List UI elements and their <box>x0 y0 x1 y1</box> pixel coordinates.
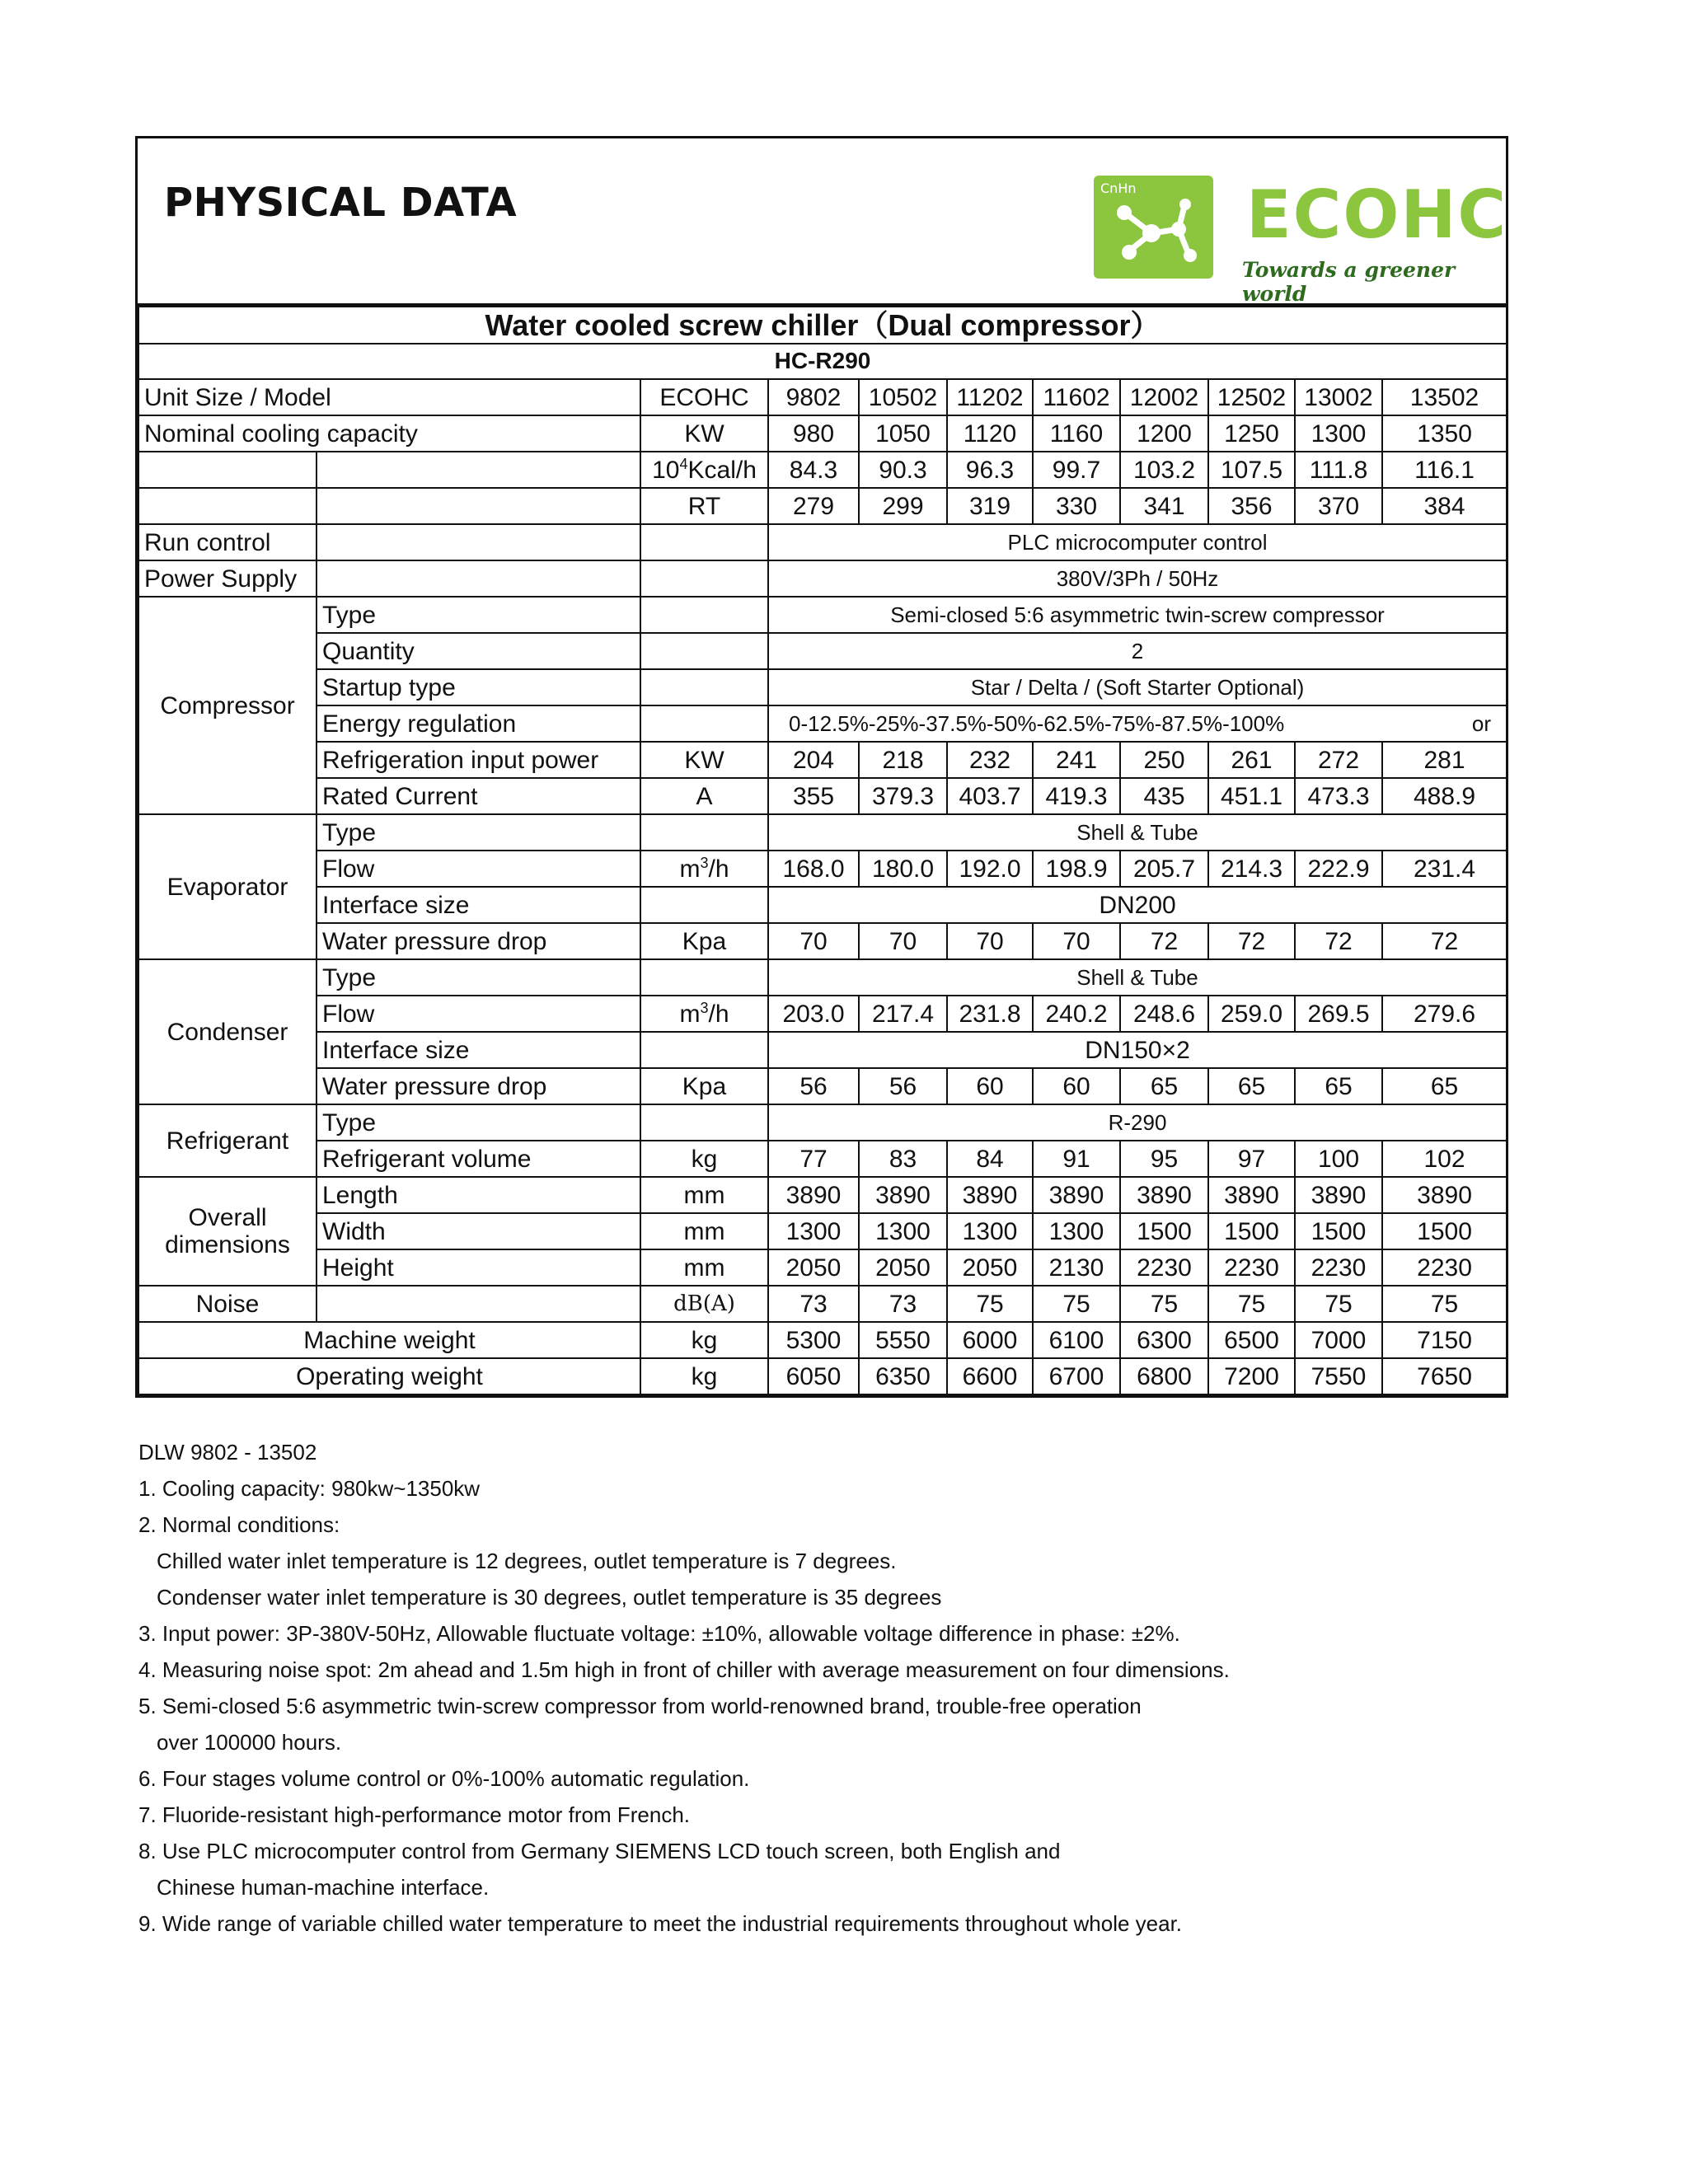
cooling-rt-value: 299 <box>859 488 947 524</box>
cooling-kw-value: 1200 <box>1120 415 1208 452</box>
condenser-flow-value: 231.8 <box>947 996 1033 1032</box>
note-line: 1. Cooling capacity: 980kw~1350kw <box>138 1476 481 1501</box>
input-power-label: Refrigeration input power <box>316 742 640 778</box>
height-value: 2230 <box>1208 1249 1295 1286</box>
height-value: 2050 <box>768 1249 859 1286</box>
evaporator-flow-value: 168.0 <box>768 851 859 887</box>
condenser-pressure-drop-value: 56 <box>859 1068 947 1104</box>
molecule-icon <box>1106 196 1201 274</box>
condenser-type-row <box>138 959 1507 996</box>
rated-current-value: 488.9 <box>1382 778 1507 814</box>
empty-cell <box>640 669 768 705</box>
machine-weight-unit: kg <box>640 1322 768 1358</box>
condenser-interface-value: DN150×2 <box>768 1032 1507 1068</box>
evaporator-flow-row <box>138 851 1507 887</box>
input-power-value: 204 <box>768 742 859 778</box>
cooling-kw-value: 1300 <box>1295 415 1382 452</box>
cooling-rt-row <box>138 488 1507 524</box>
evaporator-interface-label: Interface size <box>316 887 640 923</box>
cooling-rt-value: 319 <box>947 488 1033 524</box>
evaporator-pressure-drop-row <box>138 923 1507 959</box>
dimension-height-row <box>138 1249 1507 1286</box>
cooling-kw-value: 1120 <box>947 415 1033 452</box>
refrigerant-volume-value: 83 <box>859 1141 947 1177</box>
evaporator-interface-value: DN200 <box>768 887 1507 923</box>
cooling-kcal-value: 84.3 <box>768 452 859 488</box>
note-line: 4. Measuring noise spot: 2m ahead and 1.5m high in front of chiller with average measurement on four dimensions. <box>138 1657 1230 1682</box>
height-label: Height <box>316 1249 640 1286</box>
machine-weight-value: 5300 <box>768 1322 859 1358</box>
condenser-flow-value: 203.0 <box>768 996 859 1032</box>
cooling-kw-unit: KW <box>640 415 768 452</box>
length-unit: mm <box>640 1177 768 1213</box>
empty-cell <box>640 597 768 633</box>
evaporator-flow-value: 198.9 <box>1033 851 1120 887</box>
evaporator-pressure-drop-value: 70 <box>1033 923 1120 959</box>
evaporator-flow-unit <box>640 851 768 887</box>
machine-weight-value: 6300 <box>1120 1322 1208 1358</box>
length-value: 3890 <box>947 1177 1033 1213</box>
noise-value: 73 <box>768 1286 859 1322</box>
energy-regulation-value <box>768 705 1507 742</box>
length-value: 3890 <box>1382 1177 1507 1213</box>
cooling-rt-value: 384 <box>1382 488 1507 524</box>
input-power-value: 241 <box>1033 742 1120 778</box>
input-power-value: 218 <box>859 742 947 778</box>
noise-value: 75 <box>947 1286 1033 1322</box>
cooling-rt-value: 341 <box>1120 488 1208 524</box>
note-line: 5. Semi-closed 5:6 asymmetric twin-screw compressor from world-renowned brand, trouble-free operation <box>138 1694 1142 1718</box>
condenser-flow-value: 240.2 <box>1033 996 1120 1032</box>
energy-regulation-wrap <box>774 712 1501 736</box>
empty-cell <box>640 959 768 996</box>
input-power-value: 232 <box>947 742 1033 778</box>
height-unit: mm <box>640 1249 768 1286</box>
evaporator-flow-value: 231.4 <box>1382 851 1507 887</box>
evaporator-flow-value: 180.0 <box>859 851 947 887</box>
dimension-width-row <box>138 1213 1507 1249</box>
rated-current-value: 403.7 <box>947 778 1033 814</box>
refrigerant-volume-value: 84 <box>947 1141 1033 1177</box>
rated-current-unit: A <box>640 778 768 814</box>
evaporator-pressure-drop-value: 70 <box>768 923 859 959</box>
length-label: Length <box>316 1177 640 1213</box>
logo-formula: CnHn <box>1100 180 1137 196</box>
note-line: 7. Fluoride-resistant high-performance motor from French. <box>138 1802 691 1827</box>
cooling-kcal-unit <box>640 452 768 488</box>
rated-current-value: 355 <box>768 778 859 814</box>
machine-weight-value: 5550 <box>859 1322 947 1358</box>
evaporator-flow-value: 222.9 <box>1295 851 1382 887</box>
operating-weight-value: 6700 <box>1033 1358 1120 1394</box>
operating-weight-value: 7550 <box>1295 1358 1382 1394</box>
note-line: 3. Input power: 3P-380V-50Hz, Allowable fluctuate voltage: ±10%, allowable voltage difference in phase: ±2%. <box>138 1621 1180 1646</box>
empty-cell <box>640 814 768 851</box>
cooling-kcal-value: 107.5 <box>1208 452 1295 488</box>
operating-weight-row <box>138 1358 1507 1394</box>
page-title: PHYSICAL DATA <box>164 180 518 226</box>
condenser-flow-value: 269.5 <box>1295 996 1382 1032</box>
noise-value: 75 <box>1033 1286 1120 1322</box>
cooling-rt-value: 279 <box>768 488 859 524</box>
startup-type-label: Startup type <box>316 669 640 705</box>
cooling-kcal-value: 96.3 <box>947 452 1033 488</box>
machine-weight-row <box>138 1322 1507 1358</box>
width-value: 1500 <box>1295 1213 1382 1249</box>
condenser-flow-value: 217.4 <box>859 996 947 1032</box>
cooling-kw-value: 1050 <box>859 415 947 452</box>
cooling-kcal-value: 111.8 <box>1295 452 1382 488</box>
empty-cell <box>316 488 640 524</box>
machine-weight-value: 7000 <box>1295 1322 1382 1358</box>
condenser-pressure-drop-value: 60 <box>1033 1068 1120 1104</box>
operating-weight-value: 6800 <box>1120 1358 1208 1394</box>
operating-weight-value: 7650 <box>1382 1358 1507 1394</box>
condenser-pressure-drop-value: 56 <box>768 1068 859 1104</box>
refrigerant-type-row <box>138 1104 1507 1141</box>
compressor-quantity-value: 2 <box>768 633 1507 669</box>
condenser-flow-value: 259.0 <box>1208 996 1295 1032</box>
cooling-kw-value: 1250 <box>1208 415 1295 452</box>
height-value: 2230 <box>1295 1249 1382 1286</box>
unit-base: m <box>679 855 701 883</box>
model-value: 13502 <box>1382 379 1507 415</box>
rated-current-label: Rated Current <box>316 778 640 814</box>
cooling-rt-value: 330 <box>1033 488 1120 524</box>
compressor-current-row <box>138 778 1507 814</box>
unit-exponent: 3 <box>700 854 709 871</box>
refrigerant-volume-value: 100 <box>1295 1141 1382 1177</box>
condenser-pressure-drop-row <box>138 1068 1507 1104</box>
cooling-kcal-value: 103.2 <box>1120 452 1208 488</box>
power-supply-value: 380V/3Ph / 50Hz <box>768 560 1507 597</box>
model-value: 10502 <box>859 379 947 415</box>
empty-cell <box>316 524 640 560</box>
empty-cell <box>640 560 768 597</box>
dimension-length-row <box>138 1177 1507 1213</box>
evaporator-flow-value: 205.7 <box>1120 851 1208 887</box>
unit-rest: Kcal/h <box>687 456 757 484</box>
unit-rest: /h <box>708 855 729 883</box>
evaporator-type-label: Type <box>316 814 640 851</box>
height-value: 2050 <box>859 1249 947 1286</box>
compressor-quantity-row <box>138 633 1507 669</box>
empty-cell <box>640 887 768 923</box>
width-value: 1300 <box>947 1213 1033 1249</box>
evaporator-interface-row <box>138 887 1507 923</box>
cooling-capacity-label: Nominal cooling capacity <box>138 415 640 452</box>
condenser-flow-value: 248.6 <box>1120 996 1208 1032</box>
empty-cell <box>640 524 768 560</box>
cooling-kw-row <box>138 415 1507 452</box>
series-label: HC-R290 <box>138 344 1507 379</box>
power-supply-row <box>138 560 1507 597</box>
note-line: over 100000 hours. <box>157 1730 342 1755</box>
model-value: 12502 <box>1208 379 1295 415</box>
width-label: Width <box>316 1213 640 1249</box>
cooling-kw-value: 1350 <box>1382 415 1507 452</box>
machine-weight-value: 6000 <box>947 1322 1033 1358</box>
compressor-type-row <box>138 597 1507 633</box>
compressor-type-value: Semi-closed 5:6 asymmetric twin-screw compressor <box>768 597 1507 633</box>
condenser-type-label: Type <box>316 959 640 996</box>
noise-value: 75 <box>1120 1286 1208 1322</box>
refrigerant-volume-value: 102 <box>1382 1141 1507 1177</box>
noise-unit: dB(A) <box>640 1286 768 1322</box>
evaporator-pressure-drop-unit: Kpa <box>640 923 768 959</box>
width-value: 1500 <box>1120 1213 1208 1249</box>
logo-wordmark: ECOHC <box>1246 176 1508 253</box>
refrigerant-type-value: R-290 <box>768 1104 1507 1141</box>
evaporator-type-value: Shell & Tube <box>768 814 1507 851</box>
evaporator-group-label: Evaporator <box>138 814 316 959</box>
condenser-type-value: Shell & Tube <box>768 959 1507 996</box>
length-value: 3890 <box>1295 1177 1382 1213</box>
note-line: 9. Wide range of variable chilled water temperature to meet the industrial requirements throughout whole year. <box>138 1911 1183 1936</box>
notes-list <box>138 1470 1540 1942</box>
condenser-pressure-drop-value: 60 <box>947 1068 1033 1104</box>
operating-weight-value: 6350 <box>859 1358 947 1394</box>
run-control-label: Run control <box>138 524 316 560</box>
energy-regulation-suffix: or <box>1471 710 1492 736</box>
compressor-group-label: Compressor <box>138 597 316 814</box>
note-line: 8. Use PLC microcomputer control from Germany SIEMENS LCD touch screen, both English and <box>138 1839 1061 1863</box>
ecohc-logo <box>1028 159 1508 306</box>
input-power-value: 281 <box>1382 742 1507 778</box>
note-line: Chilled water inlet temperature is 12 degrees, outlet temperature is 7 degrees. <box>157 1549 897 1573</box>
condenser-pressure-drop-value: 65 <box>1382 1068 1507 1104</box>
refrigerant-type-label: Type <box>316 1104 640 1141</box>
machine-weight-label: Machine weight <box>138 1322 640 1358</box>
evaporator-pressure-drop-label: Water pressure drop <box>316 923 640 959</box>
model-unit: ECOHC <box>640 379 768 415</box>
input-power-value: 272 <box>1295 742 1382 778</box>
operating-weight-value: 7200 <box>1208 1358 1295 1394</box>
noise-value: 73 <box>859 1286 947 1322</box>
width-value: 1300 <box>768 1213 859 1249</box>
condenser-pressure-drop-label: Water pressure drop <box>316 1068 640 1104</box>
note-line: Chinese human-machine interface. <box>157 1875 490 1900</box>
evaporator-flow-value: 192.0 <box>947 851 1033 887</box>
evaporator-pressure-drop-value: 72 <box>1295 923 1382 959</box>
noise-label: Noise <box>138 1286 316 1322</box>
table-title-row <box>138 307 1507 344</box>
empty-cell <box>316 452 640 488</box>
note-line: 2. Normal conditions: <box>138 1512 340 1537</box>
cooling-kcal-row <box>138 452 1507 488</box>
evaporator-pressure-drop-value: 70 <box>859 923 947 959</box>
noise-value: 75 <box>1295 1286 1382 1322</box>
condenser-flow-value: 279.6 <box>1382 996 1507 1032</box>
cooling-kw-value: 1160 <box>1033 415 1120 452</box>
sheet-header <box>138 138 1506 306</box>
length-value: 3890 <box>1120 1177 1208 1213</box>
input-power-value: 250 <box>1120 742 1208 778</box>
evaporator-flow-label: Flow <box>316 851 640 887</box>
compressor-input-power-row <box>138 742 1507 778</box>
unit-base: m <box>679 1000 701 1028</box>
condenser-pressure-drop-value: 65 <box>1295 1068 1382 1104</box>
empty-cell <box>138 452 316 488</box>
energy-regulation-steps: 0-12.5%-25%-37.5%-50%-62.5%-75%-87.5%-100% <box>789 710 1285 736</box>
rated-current-value: 473.3 <box>1295 778 1382 814</box>
run-control-row <box>138 524 1507 560</box>
cooling-kw-value: 980 <box>768 415 859 452</box>
refrigerant-volume-value: 95 <box>1120 1141 1208 1177</box>
unit-base: 10 <box>652 456 680 484</box>
operating-weight-label: Operating weight <box>138 1358 640 1394</box>
model-row <box>138 379 1507 415</box>
logo-tagline: Towards a greener world <box>1242 258 1456 306</box>
height-value: 2050 <box>947 1249 1033 1286</box>
compressor-type-label: Type <box>316 597 640 633</box>
model-value: 13002 <box>1295 379 1382 415</box>
evaporator-pressure-drop-value: 70 <box>947 923 1033 959</box>
specification-table <box>138 306 1507 1395</box>
refrigerant-volume-value: 77 <box>768 1141 859 1177</box>
rated-current-value: 419.3 <box>1033 778 1120 814</box>
unit-exponent: 3 <box>700 999 709 1016</box>
noise-value: 75 <box>1382 1286 1507 1322</box>
input-power-unit: KW <box>640 742 768 778</box>
refrigerant-volume-value: 97 <box>1208 1141 1295 1177</box>
cooling-rt-unit: RT <box>640 488 768 524</box>
empty-cell <box>138 488 316 524</box>
length-value: 3890 <box>859 1177 947 1213</box>
evaporator-pressure-drop-value: 72 <box>1120 923 1208 959</box>
empty-cell <box>316 560 640 597</box>
startup-type-value: Star / Delta / (Soft Starter Optional) <box>768 669 1507 705</box>
condenser-flow-label: Flow <box>316 996 640 1032</box>
power-supply-label: Power Supply <box>138 560 316 597</box>
dimensions-group-label: Overall dimensions <box>138 1177 316 1286</box>
evaporator-pressure-drop-value: 72 <box>1208 923 1295 959</box>
width-unit: mm <box>640 1213 768 1249</box>
energy-regulation-label: Energy regulation <box>316 705 640 742</box>
empty-cell <box>640 1032 768 1068</box>
compressor-energy-row <box>138 705 1507 742</box>
condenser-interface-row <box>138 1032 1507 1068</box>
machine-weight-value: 7150 <box>1382 1322 1507 1358</box>
empty-cell <box>640 1104 768 1141</box>
unit-rest: /h <box>708 1000 729 1028</box>
length-value: 3890 <box>768 1177 859 1213</box>
width-value: 1500 <box>1382 1213 1507 1249</box>
evaporator-pressure-drop-value: 72 <box>1382 923 1507 959</box>
condenser-flow-row <box>138 996 1507 1032</box>
empty-cell <box>316 1286 640 1322</box>
compressor-quantity-label: Quantity <box>316 633 640 669</box>
condenser-interface-label: Interface size <box>316 1032 640 1068</box>
rated-current-value: 451.1 <box>1208 778 1295 814</box>
spec-sheet-frame <box>135 136 1508 1398</box>
cooling-kcal-value: 116.1 <box>1382 452 1507 488</box>
width-value: 1300 <box>1033 1213 1120 1249</box>
condenser-pressure-drop-unit: Kpa <box>640 1068 768 1104</box>
condenser-pressure-drop-value: 65 <box>1208 1068 1295 1104</box>
model-value: 11202 <box>947 379 1033 415</box>
model-label: Unit Size / Model <box>138 379 640 415</box>
rated-current-value: 379.3 <box>859 778 947 814</box>
length-value: 3890 <box>1033 1177 1120 1213</box>
machine-weight-value: 6100 <box>1033 1322 1120 1358</box>
length-value: 3890 <box>1208 1177 1295 1213</box>
noise-row <box>138 1286 1507 1322</box>
unit-exponent: 4 <box>679 455 688 472</box>
model-value: 11602 <box>1033 379 1120 415</box>
noise-value: 75 <box>1208 1286 1295 1322</box>
evaporator-type-row <box>138 814 1507 851</box>
rated-current-value: 435 <box>1120 778 1208 814</box>
refrigerant-group-label: Refrigerant <box>138 1104 316 1177</box>
note-line: 6. Four stages volume control or 0%-100% automatic regulation. <box>138 1766 750 1791</box>
cooling-kcal-value: 99.7 <box>1033 452 1120 488</box>
condenser-group-label: Condenser <box>138 959 316 1104</box>
operating-weight-unit: kg <box>640 1358 768 1394</box>
notes-section <box>138 1434 1540 1942</box>
cooling-rt-value: 356 <box>1208 488 1295 524</box>
width-value: 1300 <box>859 1213 947 1249</box>
specification-table-body <box>138 307 1507 1394</box>
note-line: Condenser water inlet temperature is 30 degrees, outlet temperature is 35 degrees <box>157 1585 942 1610</box>
series-row <box>138 344 1507 379</box>
molecule-logo-icon <box>1094 176 1213 279</box>
operating-weight-value: 6050 <box>768 1358 859 1394</box>
cooling-kcal-value: 90.3 <box>859 452 947 488</box>
input-power-value: 261 <box>1208 742 1295 778</box>
height-value: 2230 <box>1120 1249 1208 1286</box>
notes-heading: DLW 9802 - 13502 <box>138 1440 317 1465</box>
empty-cell <box>640 705 768 742</box>
refrigerant-volume-row <box>138 1141 1507 1177</box>
run-control-value: PLC microcomputer control <box>768 524 1507 560</box>
machine-weight-value: 6500 <box>1208 1322 1295 1358</box>
model-value: 12002 <box>1120 379 1208 415</box>
refrigerant-volume-label: Refrigerant volume <box>316 1141 640 1177</box>
refrigerant-volume-value: 91 <box>1033 1141 1120 1177</box>
condenser-flow-unit <box>640 996 768 1032</box>
width-value: 1500 <box>1208 1213 1295 1249</box>
height-value: 2230 <box>1382 1249 1507 1286</box>
cooling-rt-value: 370 <box>1295 488 1382 524</box>
empty-cell <box>640 633 768 669</box>
model-value: 9802 <box>768 379 859 415</box>
table-title: Water cooled screw chiller（Dual compressor） <box>138 307 1507 344</box>
condenser-pressure-drop-value: 65 <box>1120 1068 1208 1104</box>
operating-weight-value: 6600 <box>947 1358 1033 1394</box>
evaporator-flow-value: 214.3 <box>1208 851 1295 887</box>
refrigerant-volume-unit: kg <box>640 1141 768 1177</box>
height-value: 2130 <box>1033 1249 1120 1286</box>
compressor-startup-row <box>138 669 1507 705</box>
